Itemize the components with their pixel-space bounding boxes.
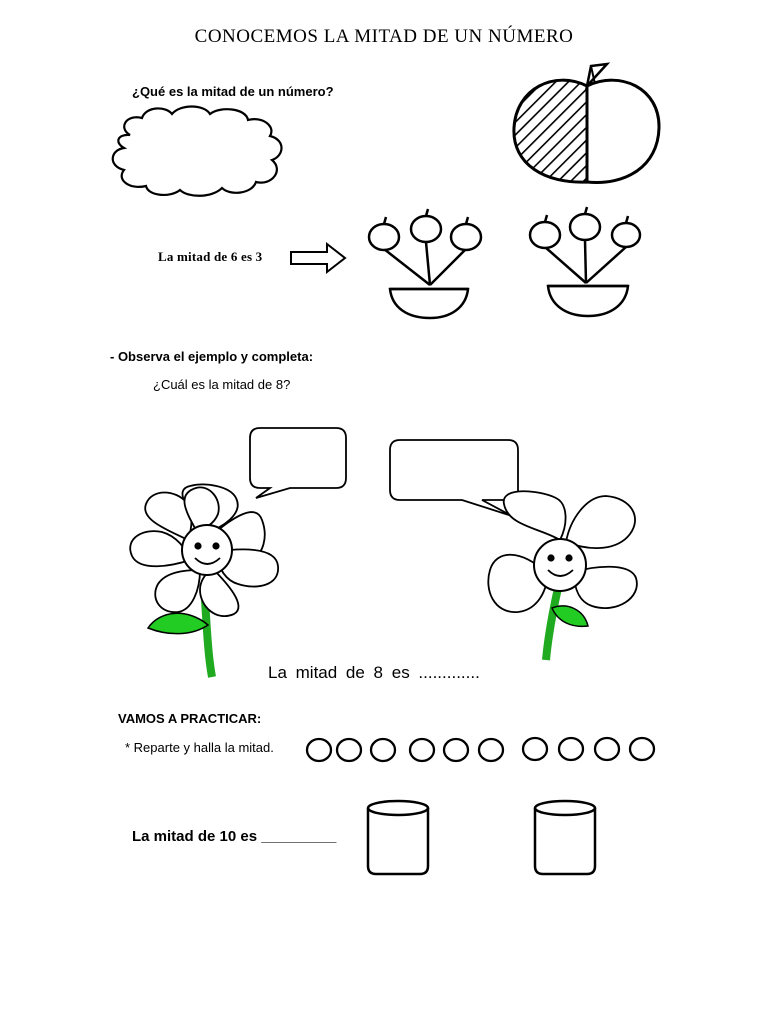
practice-circle xyxy=(337,739,361,761)
practice-circle xyxy=(444,739,468,761)
exercise-instruction: - Observa el ejemplo y completa: xyxy=(110,349,314,364)
answer-line: La mitad de 8 es ............. xyxy=(268,663,480,682)
practice-circle xyxy=(307,739,331,761)
half-apple-icon xyxy=(514,64,659,183)
speech-bubble-right xyxy=(390,440,518,516)
jar-right-icon xyxy=(535,801,595,874)
practice-circle xyxy=(595,738,619,760)
flower-eight-petals xyxy=(130,485,278,678)
practice-statement: La mitad de 10 es _________ xyxy=(132,828,337,845)
definition-cloud xyxy=(113,107,282,196)
practice-circle xyxy=(523,738,547,760)
arrow-right-icon xyxy=(291,244,345,272)
practice-circle xyxy=(371,739,395,761)
practice-circle xyxy=(479,739,503,761)
page-title: CONOCEMOS LA MITAD DE UN NÚMERO xyxy=(194,26,574,47)
example-text: La mitad de 6 es 3 xyxy=(158,249,263,264)
speech-bubble-left xyxy=(250,428,346,498)
jar-left-icon xyxy=(368,801,428,874)
flower-four-petals xyxy=(488,491,637,660)
practice-heading: VAMOS A PRACTICAR: xyxy=(118,711,262,726)
apple-pot-left xyxy=(369,209,481,318)
apple-pot-right xyxy=(530,207,640,316)
practice-circles xyxy=(307,738,654,761)
exercise-question: ¿Cuál es la mitad de 8? xyxy=(153,377,291,392)
practice-circle xyxy=(559,738,583,760)
practice-instruction: * Reparte y halla la mitad. xyxy=(125,740,274,755)
practice-circle xyxy=(630,738,654,760)
practice-circle xyxy=(410,739,434,761)
intro-question: ¿Qué es la mitad de un número? xyxy=(132,84,334,99)
